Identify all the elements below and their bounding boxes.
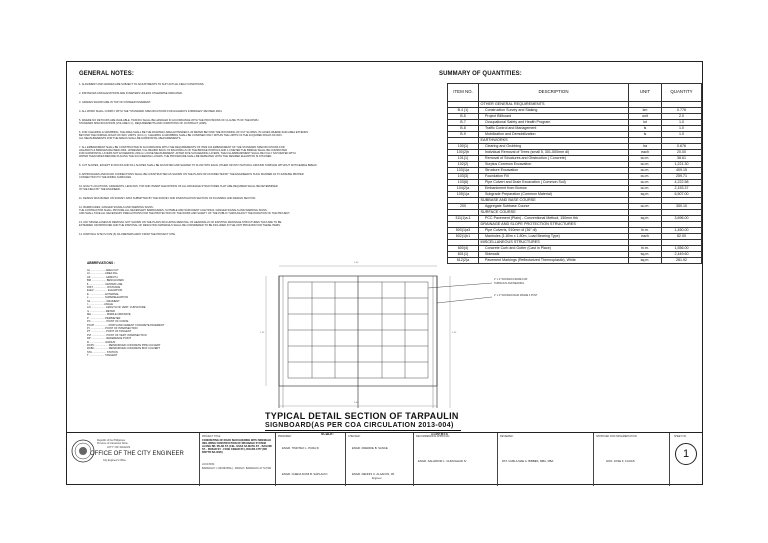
item-no-cell: 502(1)b1 <box>448 234 479 240</box>
recommending-label: RECOMMENDING APPROVAL: <box>416 435 451 438</box>
unit-cell: cu.m. <box>629 162 662 168</box>
quantity-cell: 1,556.00 <box>662 246 702 252</box>
agency-line-1: Republic of the Philippines <box>97 439 126 442</box>
item-no-cell: 100(1) <box>448 144 479 150</box>
abbreviations-list <box>87 269 164 358</box>
note-line: 5. WHERE NO DETOURS ARE AVAILABLE, TRAFFIC SHALL BE HANDLED IN ACCORDANCE WITH THE PROVISIONS OF CLAUSE 75 OF THE DPWH <box>79 119 259 122</box>
dimension-bottom: 3.00 <box>354 402 359 404</box>
recommending-name: ENGR. SALVADOR L. GUMUGHAD IV <box>418 459 467 463</box>
note-line: 11. DESIGN WAS BASED ON SURVEY DATA SUBMITTED BY THE SURVEY AND INVESTIGATION SECTION OF PLANNING AND DESIGN SECTION. <box>79 197 256 200</box>
unit-cell: sq.m. <box>629 252 662 258</box>
note-line: 7. ALL EMBANKMENT SHALL BE CONSTRUCTED IN ACCORDANCE WITH THE REQUIREMENTS OF ITEM 104 EMBANKMENT OF THE STANDARD SPECIFICATIONS FOR <box>79 146 285 149</box>
quantity-cell: 409.15 <box>662 168 702 174</box>
abbreviation-item: RCBC .................. REINFORCED CONCRETE BOX CULVERT <box>87 347 160 351</box>
scale-value: 1:100 MTS <box>431 432 448 436</box>
item-no-cell: 311(1)a-1 <box>448 216 479 222</box>
item-no-cell: 103(1)a <box>448 168 479 174</box>
item-no-cell: 105(1)a <box>448 192 479 198</box>
recommending-cell <box>413 433 497 486</box>
description-cell: Foundation Fill <box>479 174 629 180</box>
note-line: STANDARD SPECIFICATIONS (VOLUME II.C), REQUIREMENTS AND CONDITIONS OF CONTRACT (1995). <box>79 122 208 125</box>
quantity-cell: 2,449.60 <box>662 252 702 258</box>
description-cell: Structure Excavation <box>479 168 629 174</box>
description-cell: Project Billboard <box>479 114 629 120</box>
abbreviation-item: Ac .................... AREA CUT <box>87 269 119 272</box>
item-no-cell: B.8 <box>448 126 479 132</box>
note-line: 1. ALIGNMENT AND GRADES ARE SUBJECT TO ADJUSTMENTS TO SUIT ACTUAL FIELD CONDITIONS. <box>79 83 205 86</box>
approved-name: HON. JOSE F. CAOAS <box>606 459 635 463</box>
callout-wooden-frame-2: TARPAULIN AND BEADING <box>494 282 525 285</box>
note-line: 12. BARRICADES, DANGER SIGNALS AND WARNING SIGNS: <box>79 206 154 209</box>
dimension-right: 2.40 <box>452 332 457 334</box>
project-title-label: PROJECT TITLE: <box>202 435 221 438</box>
description-cell: Aggregate Subbase Course <box>479 204 629 210</box>
dimension-top: 2.40 <box>354 262 359 264</box>
unit-cell: cu.m. <box>629 180 662 186</box>
description-cell: Manholes (1.80m x 1.80m, Load Bearing Type) <box>479 234 629 240</box>
reviewed-cell <box>497 433 593 486</box>
item-no-cell: 600(4) <box>448 246 479 252</box>
description-cell: Traffic Control and Management <box>479 126 629 132</box>
approved-cell <box>593 433 669 486</box>
quantity-cell: 0.776 <box>662 108 702 114</box>
quantity-cell: 281.92 <box>662 258 702 264</box>
title-underline <box>265 430 461 431</box>
note-line: 2. DISTANCES AND ELEVATIONS ARE IN METERS UNLESS OTHERWISE INDICATED. <box>79 92 183 95</box>
unit-cell: sq.m. <box>629 192 662 198</box>
scale-label: SCALE: <box>321 432 334 436</box>
note-line: WATER THEN DRIES BEFORE PLACING THE SUCCEEDING LAYERS. THE PROCEDURE SHALL BE REPEATED UNTIL THE DESIRED ELEVATION IS ATTAINED. <box>79 155 273 158</box>
note-line: 13. ANY MISCELLANEOUS REMOVAL NOT SHOWN ON THE PLANS INCLUDING REMOVAL OF HEADWALLS OF EXISTING DRAINAGE STRUCTURES THAT ARE TO BE <box>79 221 282 224</box>
description-cell: Mobilization and Demobilization <box>479 132 629 138</box>
abbreviation-item: Af .................... AREA FILL <box>87 272 118 276</box>
description-cell: Individual Removal of Trees (small 5, 301-500mm dl) <box>479 150 629 156</box>
quantity-cell: 82.00 <box>662 234 702 240</box>
quantity-cell: 4,222.58 <box>662 180 702 186</box>
project-cell <box>199 433 275 486</box>
unit-cell: ln.m. <box>629 246 662 252</box>
note-line: HIGHWAYS & BRIDGES REVISED 2004. HOWEVER, FILL BEHIND BACK OF BACKWALLS OF THE BRIDGE PORTALS AND 1.0 METER THE BRIDGE SHALL BE COMPACTED <box>79 149 288 152</box>
unit-cell: sq.m. <box>629 216 662 222</box>
abbreviation-item: L/C ................... LENGTH OF VERT. CURVATURE <box>87 306 146 310</box>
description-cell: Pavement Markings (Reflectorized Thermoplastic), White <box>479 258 629 264</box>
section-heading: DRAINAGE AND SLOPE PROTECTION STRUCTURES <box>479 222 629 228</box>
header-item-no: ITEM NO. <box>448 84 479 102</box>
abbreviation-item: G1 .................... GRADIENT <box>87 299 120 303</box>
abbreviation-item: R ..................... RADIUS <box>87 340 116 344</box>
quantity-cell: 1.0 <box>662 132 702 138</box>
checked-cell <box>345 433 413 486</box>
drawing-sheet <box>66 61 703 485</box>
note-line: 14. DISPOSAL SITE IS FIVE (5) KILOMETERS AWAY FROM THE PROJECT SITE. <box>79 233 176 236</box>
item-no-cell: B.7 <box>448 120 479 126</box>
unit-cell: ln.m. <box>629 228 662 234</box>
item-no-cell: 101(1) <box>448 156 479 162</box>
unit-cell: each <box>629 234 662 240</box>
description-cell: Sidewalk <box>479 252 629 258</box>
item-no-cell: 612(2)a <box>448 258 479 264</box>
description-cell: Occupational Safety and Health Program <box>479 120 629 126</box>
city-name: CITY OF DAGUS <box>107 445 131 449</box>
title-block <box>67 432 702 485</box>
header-quantity: QUANTITY <box>662 84 702 102</box>
sheet-label: SHEET NO. <box>674 435 687 438</box>
section-heading: MISCELLANEOUS STRUCTURES <box>479 240 629 246</box>
note-line: IN THE FIELD BY THE ENGINEER. <box>79 188 121 191</box>
general-notes-title: GENERAL NOTES: <box>79 71 134 77</box>
sheet-cell <box>669 433 702 486</box>
item-no-cell: 200 <box>448 204 479 210</box>
dimension-left: 1.20 <box>260 332 265 334</box>
prepared-label: PREPARED: <box>278 435 292 438</box>
description-cell: Removal of Structures and Obstruction ( Concrete) <box>479 156 629 162</box>
quantity-cell: 350.10 <box>662 204 702 210</box>
item-no-cell: 500(1)a3 <box>448 228 479 234</box>
note-line: ALL MEASUREMENTS FOR THE AREAS SHALL BE HORIZONTAL MEASUREMENTS. <box>79 137 182 140</box>
approved-label: APPROVED FOR IMPLEMENTATION: <box>596 435 638 438</box>
note-line: CONNECTION TO THE RIDING SURFACES. <box>79 176 132 179</box>
project-title: CONCRETING OF ROAD SHOULDERING WITH SIDEWALK INCLUDING CONSTRUCTION OF DRAINAGE SYSTEM ALONG BR. PILAR ST. (CEL. ESAS SA MATH ST. - BAGUMI ST. - ROSAR ST. - FOXE CENHR ST.), ROADS CITY (BR DISTTR BA-3095) <box>202 439 272 454</box>
unit-cell: cu.m. <box>629 186 662 192</box>
description-cell: Subgrade Preparation (Common Material) <box>479 192 629 198</box>
abbreviation-item: e ..................... SUPERELEVATION <box>87 296 129 300</box>
description-cell: Concrete Curb and Gutter (Cast in Place) <box>479 246 629 252</box>
item-no-cell: 102(2) <box>448 162 479 168</box>
callout-wooden-frame: 2" x 2" WOODEN FRAME FOR <box>494 278 528 281</box>
abbreviation-item: BM .................... BENCH MARK <box>87 279 125 283</box>
checked-role-2: Engineer <box>372 477 382 480</box>
quantity-cell: 2,153.37 <box>662 186 702 192</box>
abbreviation-item: P ..................... PERIMETER <box>87 316 121 320</box>
quantity-cell: 38.61 <box>662 156 702 162</box>
abbreviation-item: RCPC .................. REINFORCED CONCRETE PIPE CULVERT <box>87 343 161 347</box>
note-line: FOR HORIZONTAL LAYERS NOT EXCEEDING 200mm LOOSE MEASUREMENT. AFTER FIVE SUCCEEDING LAYERS, THE FILL/EMBANKMENT SHALL BE FULLY SATURATED WITH <box>79 152 296 155</box>
reviewed-label: REVIEWED: <box>500 435 514 438</box>
general-notes-list <box>79 83 443 236</box>
description-cell: Clearing and Grubbing <box>479 144 629 150</box>
unit-cell: km <box>629 108 662 114</box>
quantity-cell: 1.0 <box>662 126 702 132</box>
abbreviation-item: RP .................... REFERENCE POINT <box>87 337 132 341</box>
abbreviation-item: m ..................... METER <box>87 309 115 313</box>
unit-cell: cu.m. <box>629 204 662 210</box>
quantity-cell: 20.00 <box>662 150 702 156</box>
unit-cell: ls <box>629 126 662 132</box>
prepared-name-2: ENGR. CHEDA DUMI B. SAPLACIO <box>282 472 328 476</box>
abbreviation-item: STA ................... STATION <box>87 350 118 354</box>
item-no-cell: B.9 <box>448 132 479 138</box>
quantity-cell: 2.0 <box>662 114 702 120</box>
item-no-cell: B.5 <box>448 114 479 120</box>
abbreviation-item: MH .................... MIDDLE ORDINATE <box>87 313 131 317</box>
note-line: 6. FOR CLEARING & GRUBBING, THE AREA SHALL BE THE ROADWAY AREA EXTENDED 1.00 METER BEYOND THE ROUNDING OF CUT SLOPES, IN CASES WHERE SAID AREA EXTENDS <box>79 131 308 134</box>
abbreviation-item: PC .................... POINT OF CURVE <box>87 320 129 324</box>
quantity-cell: 259.71 <box>662 174 702 180</box>
unit-cell: cu.m. <box>629 168 662 174</box>
abbreviation-item: ℄ ..................... CENTER LINE <box>87 282 123 286</box>
sheet-number: 1 <box>675 443 697 465</box>
unit-cell: unit <box>629 114 662 120</box>
unit-cell: cu.m. <box>629 174 662 180</box>
item-no-cell: 103(6) <box>448 180 479 186</box>
prepared-name-1: ENGR. TIMOTEO L. PURA III <box>282 446 319 450</box>
header-unit: UNIT <box>629 84 662 102</box>
section-heading: OTHER GENERAL REQUIREMENTS <box>479 102 629 108</box>
summary-table <box>447 83 702 264</box>
item-no-cell: 100(2)b <box>448 150 479 156</box>
item-no-cell: 103(3) <box>448 174 479 180</box>
location-label: LOCATION: <box>202 463 215 466</box>
prepared-cell <box>275 433 345 486</box>
description-cell: Construction Survey and Staking <box>479 108 629 114</box>
item-no-cell: 104(2)a <box>448 186 479 192</box>
summary-header-row <box>448 84 702 102</box>
abbreviation-item: PVI ................... POINT OF VERT. INTERSECTION <box>87 333 147 337</box>
quantity-cell: 1,450.00 <box>662 228 702 234</box>
abbreviation-item: E ..................... EXTERNAL <box>87 292 119 296</box>
quantity-cell: 3,696.00 <box>662 216 702 222</box>
unit-cell: sq.m. <box>629 258 662 264</box>
section-heading: SURFACE COURSE <box>479 210 629 216</box>
reviewed-name: PAT. CUBLA MAE A. BIBBES, MBA, DBA <box>502 459 554 463</box>
note-line: BEYOND THE NORMAL RIGHT-OF-WAY LIMITS (10.0 m), CLEARING & GRUBBING SHALL BE CONFINED ONLY WITHIN THE LIMITS OF THE ACQUIRED RIGHT-OF-WAY. <box>79 134 283 137</box>
note-line: 8. CUT SLOPES, EXCEPT IN ROCKS AND FILL SLOPES SHALL BE ADJUSTED AND SHAPED TO FLOW INTO EACH OTHER OR INTO NATURAL GROUND SURFACE WITHOUT NOTICEABLE BREAK. <box>79 164 318 167</box>
checked-name-2: ENGR. DENNIS C. ALAAICIN, JR. <box>352 472 395 476</box>
header-description: DESCRIPTION <box>479 84 629 102</box>
item-no-cell: B.4 (1) <box>448 108 479 114</box>
note-line: 9. APPROACHES AND ROAD CONNECTIONS SHALL BE CONSTRUCTED AS SHOWN ON THE PLANS OR AS DIRECTED BY THE ENGINEER IN SUCH MANNER AS TO ENSURE PROPER <box>79 173 304 176</box>
note-line: THE CONTRACTOR SHALL PROVIDE ALL NECESSARY BARRICADES, SUITABLE AND SUFFICIENT LIGHTINGS, DANGER SIGNALS AND WARNING SIGNS, <box>79 209 268 212</box>
abbreviation-item: ELEV .................. ELEVATION <box>87 289 123 293</box>
unit-cell: each <box>629 150 662 156</box>
callout-main-frame: 2" x 4" WOODEN MAIN FRAME 3 POST <box>494 294 538 297</box>
description-cell: Surplus Common Excavation <box>479 162 629 168</box>
description-cell: Embankment from Borrow <box>479 186 629 192</box>
summary-title: SUMMARY OF QUANTITIES: <box>439 71 522 77</box>
item-no-cell: 601(1) <box>448 252 479 258</box>
note-line: AND SHALL TAKE ALL NECESSARY PRECAUTIONS FOR THE PROTECTION OF THE WORK AND SAFETY OF THE PUBLIC THROUGHOUT THE DURATION OF THE PROJECT. <box>79 212 291 215</box>
abbreviation-item: I ..................... ANGLE <box>87 303 113 307</box>
abbreviation-item: PCCP .................. PORTLAND CEMENT CONCRETE PAVEMENT <box>87 323 165 327</box>
agency-line-2: Province of Camarines Norte <box>97 442 128 445</box>
abbreviation-item: DIST .................. DISTANCE <box>87 286 121 290</box>
unit-cell: cu.m. <box>629 156 662 162</box>
abbreviation-item: PI .................... POINT OF INTERSECTION <box>87 326 138 330</box>
note-line: 4. ALL WORK SHALL COMPLY WITH THE "STANDARD SPECIFICATIONS FOR HIGHWAYS & BRIDGES" REVISED 2004. <box>79 110 223 113</box>
checked-name-1: ENGR. FREDDIE B. SANCE <box>352 446 388 450</box>
quantity-cell: 6,507.00 <box>662 192 702 198</box>
abbreviations-title: ABBREVIATIONS : <box>87 261 116 265</box>
quantity-cell: 1.0 <box>662 120 702 126</box>
note-line: 3. GRADES SHOWN ARE IN TOP OF FINISHED PAVEMENT. <box>79 101 151 104</box>
description-cell: Pipe Culverts, 910mm dl (36" dl) <box>479 228 629 234</box>
description-cell: Pipe Culvert and Drain Excavation ( Common Soil) <box>479 180 629 186</box>
unit-cell: ha <box>629 144 662 150</box>
note-line: 10. EXACT LOCATIONS, GRADIENTS, LENGTHS, TOP AND INVERT ELEVATIONS OF ALL DRAINAGE STRUCTURES THAT ARE REQUIRED SHALL BE DETERMINED <box>79 185 278 188</box>
description-cell: PCC Pavement (Plain) - Conventional Method, 150mm thk <box>479 216 629 222</box>
abbreviation-item: AZ .................... AZIMUTH <box>87 275 118 279</box>
detail-title: TYPICAL DETAIL SECTION OF TARPAULIN <box>265 411 459 421</box>
location-value: BARANGAY: 1 (MUNICIPAL) - MANGO / BARANGAY AY SUYAN <box>202 467 272 470</box>
summary-body <box>448 102 702 264</box>
section-heading: SUBBASE AND BASE COURSE <box>479 198 629 204</box>
abbreviation-item: T ..................... TANGENT <box>87 354 118 358</box>
quantity-cell: 1,221.30 <box>662 162 702 168</box>
unit-cell: lot <box>629 120 662 126</box>
note-line: EXTENDED OR IMPROVED AND THE DISPOSAL OF RESULTING MATERIALS SHALL BE CONSIDERED TO BE INCLUDED IN THE UNIT PRICE BID FOR THESE ITEMS. <box>79 224 281 227</box>
detail-subtitle: SIGNBOARD(AS PER COA CIRCULATION 2013-004) <box>265 422 454 429</box>
quantity-cell: 0.676 <box>662 144 702 150</box>
abbreviation-item: PT .................... POINT OF TANGENT <box>87 330 132 334</box>
office-subtitle: City Engineer's Office <box>103 459 126 462</box>
section-heading: EARTHWORKS <box>479 138 629 144</box>
office-name: OFFICE OF THE CITY ENGINEER <box>90 451 184 457</box>
checked-label: CHECKED: <box>348 435 361 438</box>
unit-cell: ls <box>629 132 662 138</box>
